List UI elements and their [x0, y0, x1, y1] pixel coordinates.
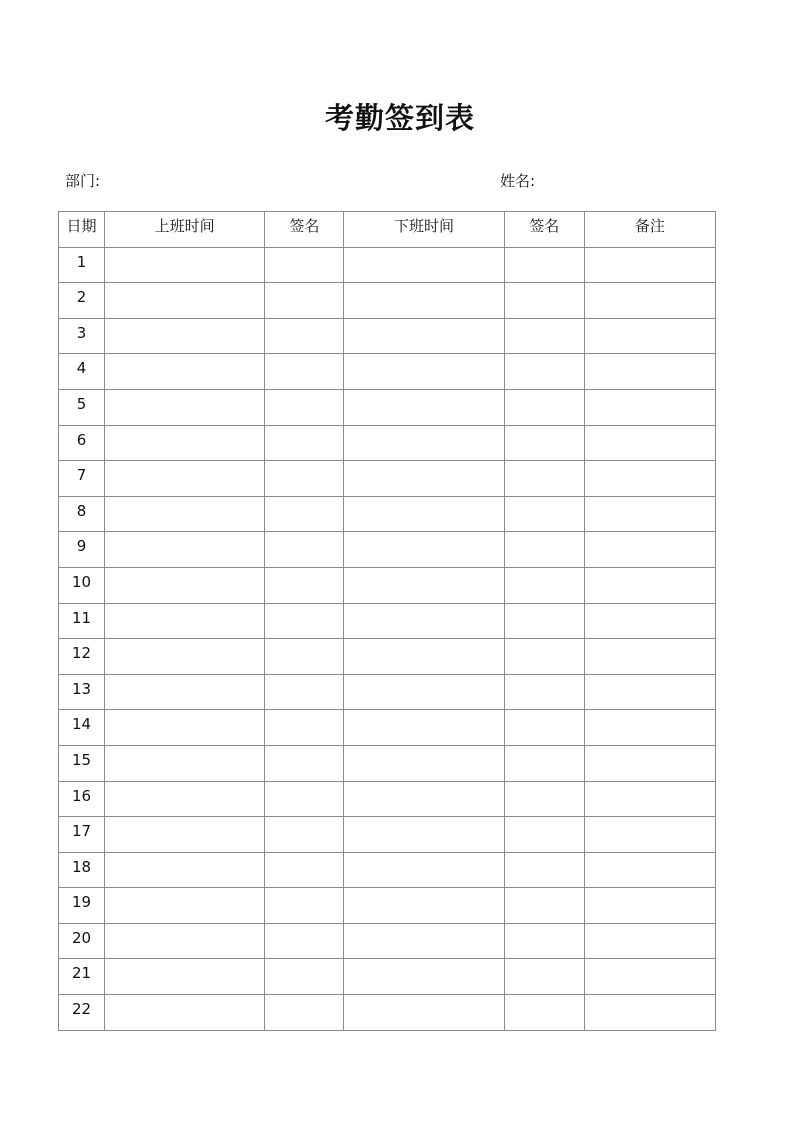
table-row [59, 496, 716, 532]
table-row [59, 817, 716, 853]
date-cell: 6 [59, 425, 105, 461]
clock-out-signature-cell[interactable] [504, 817, 584, 853]
clock-in-signature-cell[interactable] [265, 959, 344, 995]
date-cell: 11 [59, 603, 105, 639]
date-cell: 10 [59, 567, 105, 603]
date-cell: 1 [59, 247, 105, 283]
clock-out-time-cell[interactable] [344, 567, 504, 603]
table-row [59, 852, 716, 888]
clock-in-signature-cell[interactable] [265, 461, 344, 497]
clock-in-signature-cell[interactable] [265, 283, 344, 319]
name-label: 姓名: [500, 172, 536, 190]
table-row [59, 389, 716, 425]
date-cell: 17 [59, 817, 105, 853]
clock-in-time-cell[interactable] [105, 817, 265, 853]
clock-in-signature-cell[interactable] [265, 923, 344, 959]
clock-in-signature-cell[interactable] [265, 745, 344, 781]
notes-cell[interactable] [584, 995, 715, 1031]
clock-in-signature-cell[interactable] [265, 817, 344, 853]
notes-cell[interactable] [584, 461, 715, 497]
clock-in-time-cell[interactable] [105, 532, 265, 568]
clock-out-signature-cell[interactable] [504, 567, 584, 603]
clock-out-time-cell[interactable] [344, 389, 504, 425]
clock-out-signature-cell[interactable] [504, 496, 584, 532]
clock-out-time-cell[interactable] [344, 817, 504, 853]
clock-in-time-cell[interactable] [105, 710, 265, 746]
date-cell: 20 [59, 923, 105, 959]
table-row [59, 425, 716, 461]
date-cell: 8 [59, 496, 105, 532]
clock-out-signature-cell[interactable] [504, 283, 584, 319]
date-cell: 15 [59, 745, 105, 781]
notes-cell[interactable] [584, 603, 715, 639]
clock-out-time-cell[interactable] [344, 461, 504, 497]
notes-cell[interactable] [584, 425, 715, 461]
clock-in-time-cell[interactable] [105, 247, 265, 283]
table-row [59, 923, 716, 959]
clock-in-signature-cell[interactable] [265, 674, 344, 710]
clock-in-time-cell[interactable] [105, 745, 265, 781]
date-cell: 21 [59, 959, 105, 995]
notes-cell[interactable] [584, 567, 715, 603]
notes-cell[interactable] [584, 923, 715, 959]
clock-in-time-cell[interactable] [105, 852, 265, 888]
clock-in-signature-cell[interactable] [265, 318, 344, 354]
clock-out-time-cell[interactable] [344, 745, 504, 781]
clock-out-signature-cell[interactable] [504, 852, 584, 888]
date-cell: 14 [59, 710, 105, 746]
clock-out-time-cell[interactable] [344, 852, 504, 888]
notes-cell[interactable] [584, 389, 715, 425]
clock-in-time-cell[interactable] [105, 283, 265, 319]
clock-in-time-cell[interactable] [105, 639, 265, 675]
clock-out-time-cell[interactable] [344, 496, 504, 532]
date-cell: 19 [59, 888, 105, 924]
clock-in-signature-cell[interactable] [265, 354, 344, 390]
table-row [59, 318, 716, 354]
clock-in-time-cell[interactable] [105, 425, 265, 461]
clock-out-signature-cell[interactable] [504, 710, 584, 746]
clock-out-signature-cell[interactable] [504, 674, 584, 710]
table-row [59, 710, 716, 746]
clock-in-signature-cell[interactable] [265, 389, 344, 425]
clock-in-time-cell[interactable] [105, 603, 265, 639]
department-label: 部门: [65, 172, 101, 190]
clock-out-time-cell[interactable] [344, 888, 504, 924]
clock-out-time-cell[interactable] [344, 639, 504, 675]
header-notes: 备注 [584, 212, 715, 248]
clock-out-signature-cell[interactable] [504, 389, 584, 425]
date-cell: 18 [59, 852, 105, 888]
clock-out-signature-cell[interactable] [504, 995, 584, 1031]
notes-cell[interactable] [584, 496, 715, 532]
clock-out-signature-cell[interactable] [504, 425, 584, 461]
notes-cell[interactable] [584, 710, 715, 746]
notes-cell[interactable] [584, 745, 715, 781]
date-cell: 22 [59, 995, 105, 1031]
notes-cell[interactable] [584, 888, 715, 924]
clock-out-time-cell[interactable] [344, 354, 504, 390]
clock-out-signature-cell[interactable] [504, 532, 584, 568]
notes-cell[interactable] [584, 674, 715, 710]
clock-out-time-cell[interactable] [344, 247, 504, 283]
notes-cell[interactable] [584, 318, 715, 354]
clock-in-time-cell[interactable] [105, 888, 265, 924]
date-cell: 2 [59, 283, 105, 319]
clock-out-time-cell[interactable] [344, 283, 504, 319]
clock-out-signature-cell[interactable] [504, 603, 584, 639]
clock-in-signature-cell[interactable] [265, 247, 344, 283]
date-cell: 16 [59, 781, 105, 817]
clock-out-time-cell[interactable] [344, 995, 504, 1031]
clock-in-signature-cell[interactable] [265, 852, 344, 888]
table-row [59, 781, 716, 817]
clock-out-signature-cell[interactable] [504, 247, 584, 283]
date-cell: 5 [59, 389, 105, 425]
clock-out-signature-cell[interactable] [504, 354, 584, 390]
table-row [59, 745, 716, 781]
clock-in-time-cell[interactable] [105, 959, 265, 995]
clock-in-signature-cell[interactable] [265, 567, 344, 603]
date-cell: 9 [59, 532, 105, 568]
clock-out-signature-cell[interactable] [504, 318, 584, 354]
table-header-row [59, 212, 716, 248]
clock-out-time-cell[interactable] [344, 923, 504, 959]
clock-in-signature-cell[interactable] [265, 995, 344, 1031]
header-clock-in-signature: 签名 [265, 212, 344, 248]
notes-cell[interactable] [584, 639, 715, 675]
clock-in-time-cell[interactable] [105, 318, 265, 354]
clock-out-signature-cell[interactable] [504, 639, 584, 675]
clock-out-time-cell[interactable] [344, 674, 504, 710]
table-row [59, 959, 716, 995]
clock-out-time-cell[interactable] [344, 603, 504, 639]
table-row [59, 354, 716, 390]
clock-out-signature-cell[interactable] [504, 923, 584, 959]
clock-in-time-cell[interactable] [105, 354, 265, 390]
clock-out-time-cell[interactable] [344, 318, 504, 354]
date-cell: 12 [59, 639, 105, 675]
clock-in-signature-cell[interactable] [265, 639, 344, 675]
clock-in-time-cell[interactable] [105, 461, 265, 497]
clock-in-time-cell[interactable] [105, 567, 265, 603]
clock-out-time-cell[interactable] [344, 532, 504, 568]
table-row [59, 603, 716, 639]
table-row [59, 283, 716, 319]
clock-in-signature-cell[interactable] [265, 888, 344, 924]
clock-out-time-cell[interactable] [344, 425, 504, 461]
attendance-table [58, 211, 716, 1031]
page-title: 考勤签到表 [324, 101, 475, 135]
table-row [59, 532, 716, 568]
clock-in-signature-cell[interactable] [265, 603, 344, 639]
clock-out-time-cell[interactable] [344, 710, 504, 746]
notes-cell[interactable] [584, 247, 715, 283]
notes-cell[interactable] [584, 532, 715, 568]
notes-cell[interactable] [584, 283, 715, 319]
table-row [59, 461, 716, 497]
clock-in-signature-cell[interactable] [265, 710, 344, 746]
table-row [59, 995, 716, 1031]
clock-in-signature-cell[interactable] [265, 781, 344, 817]
clock-in-signature-cell[interactable] [265, 496, 344, 532]
notes-cell[interactable] [584, 354, 715, 390]
header-clock-out-signature: 签名 [504, 212, 584, 248]
clock-in-time-cell[interactable] [105, 781, 265, 817]
clock-in-time-cell[interactable] [105, 389, 265, 425]
header-clock-out-time: 下班时间 [344, 212, 504, 248]
clock-in-signature-cell[interactable] [265, 425, 344, 461]
table-row [59, 567, 716, 603]
table-body [59, 247, 716, 1030]
clock-out-time-cell[interactable] [344, 781, 504, 817]
clock-out-signature-cell[interactable] [504, 781, 584, 817]
clock-in-time-cell[interactable] [105, 923, 265, 959]
clock-out-time-cell[interactable] [344, 959, 504, 995]
notes-cell[interactable] [584, 959, 715, 995]
clock-in-signature-cell[interactable] [265, 532, 344, 568]
clock-in-time-cell[interactable] [105, 995, 265, 1031]
clock-out-signature-cell[interactable] [504, 888, 584, 924]
header-clock-in-time: 上班时间 [105, 212, 265, 248]
clock-out-signature-cell[interactable] [504, 461, 584, 497]
clock-out-signature-cell[interactable] [504, 745, 584, 781]
clock-in-time-cell[interactable] [105, 674, 265, 710]
table-row [59, 639, 716, 675]
notes-cell[interactable] [584, 817, 715, 853]
table-row [59, 247, 716, 283]
table-row [59, 888, 716, 924]
header-date: 日期 [59, 212, 105, 248]
clock-out-signature-cell[interactable] [504, 959, 584, 995]
date-cell: 3 [59, 318, 105, 354]
date-cell: 13 [59, 674, 105, 710]
table-row [59, 674, 716, 710]
notes-cell[interactable] [584, 852, 715, 888]
date-cell: 4 [59, 354, 105, 390]
notes-cell[interactable] [584, 781, 715, 817]
date-cell: 7 [59, 461, 105, 497]
clock-in-time-cell[interactable] [105, 496, 265, 532]
